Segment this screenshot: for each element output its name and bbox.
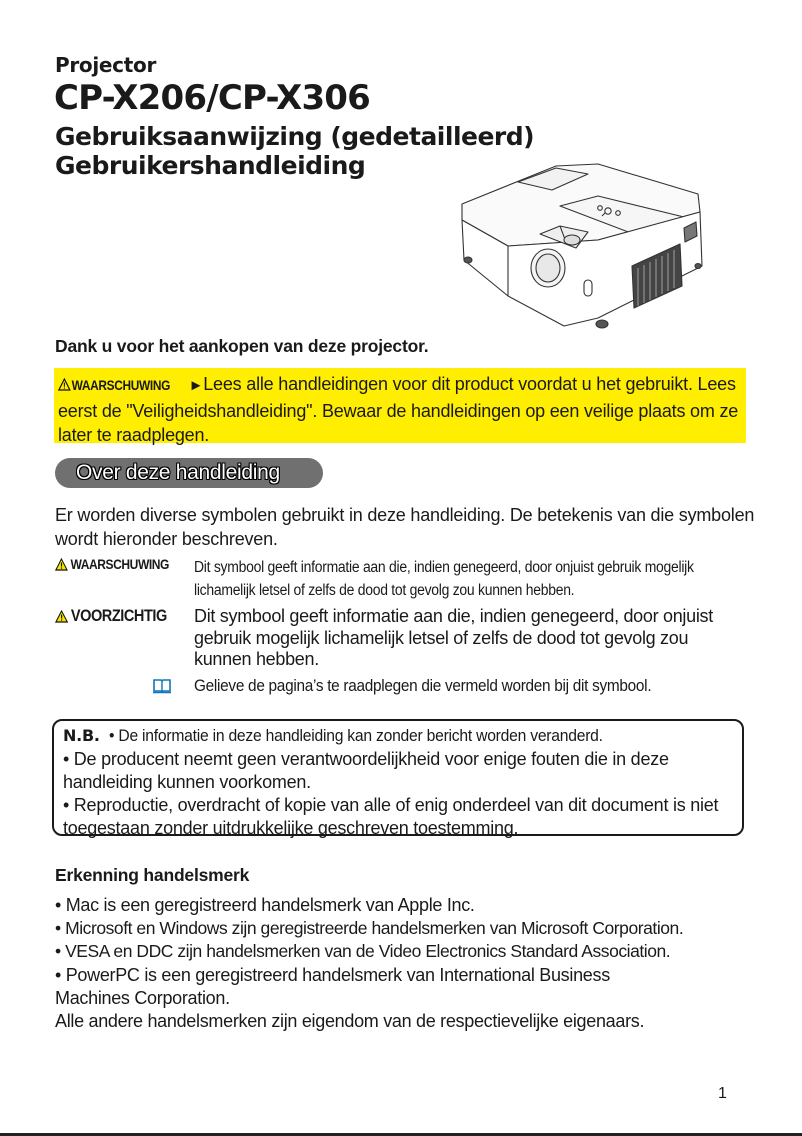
manual-subtitle: Gebruikershandleiding — [55, 151, 366, 180]
trademark-item: • VESA en DDC zijn handelsmerken van de Video Electronics Standard Association. — [55, 941, 671, 962]
trademark-heading: Erkenning handelsmerk — [55, 865, 250, 885]
manual-title: Gebruiksaanwijzing (gedetailleerd) — [55, 122, 535, 151]
warning-banner — [54, 368, 746, 443]
note-item: • De informatie in deze handleiding kan zonder bericht worden veranderd. — [108, 727, 603, 745]
thanks-message: Dank u voor het aankopen van deze projector. — [55, 336, 429, 356]
note-box — [52, 719, 744, 836]
trademark-item: • PowerPC is een geregistreerd handelsmerk van International Business — [55, 964, 610, 985]
warning-text: Lees alle handleidingen voor dit product voordat u het gebruikt. Lees eerst de "Veiligheidshandleiding". Bewaar de handleidingen op een veilige plaats om ze later te raadplegen. — [58, 374, 739, 445]
reference-description: Gelieve de pagina’s te raadplegen die vermeld worden bij dit symbool. — [194, 677, 652, 695]
model-title: CP-X206/CP-X306 — [54, 78, 371, 118]
warning-label: WAARSCHUWING — [55, 556, 169, 572]
trademark-item: Machines Corporation. — [55, 987, 230, 1008]
trademark-list — [55, 894, 775, 1033]
arrow-right-icon: ► — [188, 377, 204, 394]
warning-description: Dit symbool geeft informatie aan die, indien genegeerd, door onjuist gebruik mogelijk lichamelijk letsel of zelfs de dood tot gevolg zou kunnen hebben. — [194, 559, 694, 599]
note-item: • Reproductie, overdracht of kopie van alle of enig onderdeel van dit document is niet toegestaan zonder uitdrukkelijke geschreven toestemming. — [63, 795, 719, 838]
page-number: 1 — [718, 1085, 727, 1102]
warning-triangle-icon — [55, 558, 68, 571]
warning-triangle-icon — [58, 378, 71, 391]
warning-tag: WAARSCHUWING — [58, 373, 170, 398]
caution-description: Dit symbool geeft informatie aan die, indien genegeerd, door onjuist gebruik mogelijk lichamelijk letsel of zelfs de dood tot gevolg zou kunnen hebben. — [194, 606, 713, 669]
section-title: Over deze handleiding — [76, 461, 280, 484]
book-icon — [152, 678, 172, 694]
intro-paragraph: Er worden diverse symbolen gebruikt in deze handleiding. De betekenis van die symbolen wordt hieronder beschreven. — [55, 505, 755, 549]
caution-label: VOORZICHTIG — [55, 607, 167, 626]
document-type: Projector — [55, 53, 157, 77]
projector-illustration — [448, 156, 710, 338]
trademark-item: • Microsoft en Windows zijn geregistreerde handelsmerken van Microsoft Corporation. — [55, 918, 684, 939]
trademark-item: • Mac is een geregistreerd handelsmerk van Apple Inc. — [55, 895, 475, 915]
note-label: N.B. — [63, 726, 100, 745]
trademark-item: Alle andere handelsmerken zijn eigendom van de respectievelijke eigenaars. — [55, 1011, 645, 1032]
caution-triangle-icon — [55, 610, 68, 623]
section-heading — [55, 458, 323, 488]
note-item: • De producent neemt geen verantwoordelijkheid voor enige fouten die in deze handleiding kunnen voorkomen. — [63, 749, 669, 792]
